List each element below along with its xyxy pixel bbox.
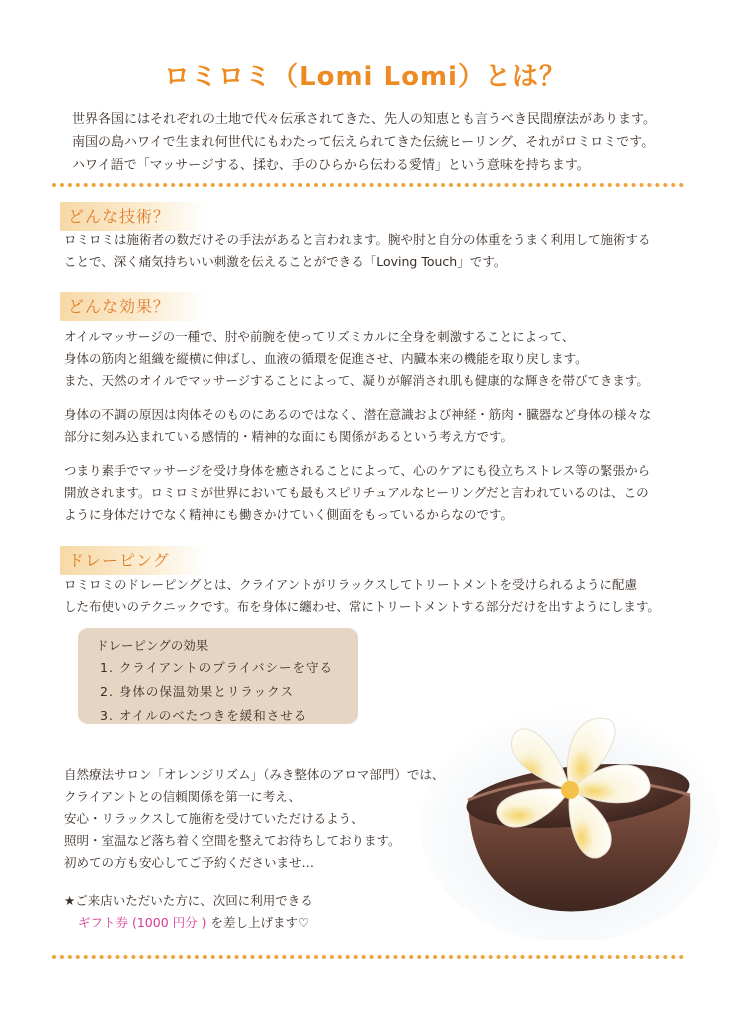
text-line: 初めての方も安心してご予約くださいませ…: [64, 855, 315, 870]
text-line: ように身体だけでなく精神にも働きかけていく側面をもっているからなのです。: [64, 507, 514, 522]
text-line: また、天然のオイルでマッサージすることによって、凝りが解消され肌も健康的な輝きを帯びてきます。: [64, 373, 649, 388]
offer-rest-text: を差し上げます♡: [206, 915, 310, 930]
section-heading-draping: ドレーピング: [60, 546, 206, 575]
offer-gift-line: [64, 912, 484, 934]
draping-effect-item: 2. 身体の保温効果とリラックス: [100, 684, 295, 699]
effect-paragraph-1: [64, 326, 704, 392]
offer-text: [64, 890, 484, 934]
text-line: クライアントとの信頼関係を第一に考え、: [64, 789, 302, 804]
section-heading-technique: どんな技術？: [60, 202, 206, 231]
draping-effect-item: 3. オイルのべたつきを緩和させる: [100, 708, 308, 723]
intro-line: ハワイ語で「マッサージする、揉む、手のひらから伝わる愛情」という意味を持ちます。: [72, 158, 590, 173]
draping-text: [64, 574, 704, 618]
text-line: した布使いのテクニックです。布を身体に纏わせ、常にトリートメントする部分だけを出すようにします。: [64, 599, 660, 614]
intro-line: 南国の島ハワイで生まれ何世代にもわたって伝えられてきた伝統ヒーリング、それがロミロミです。: [72, 135, 655, 150]
salon-text: [64, 764, 484, 874]
text-line: 照明・室温など落ち着く空間を整えてお待ちしております。: [64, 833, 401, 848]
text-line: つまり素手でマッサージを受け身体を癒されることによって、心のケアにも役立ちストレス等の緊張から: [64, 463, 651, 478]
effect-paragraph-2: [64, 404, 704, 448]
text-line: ことで、深く痛気持ちいい刺激を伝えることができる「Loving Touch」です。: [64, 254, 507, 269]
intro-line: 世界各国にはそれぞれの土地で代々伝承されてきた、先人の知恵とも言うべき民間療法があります。: [72, 112, 656, 127]
text-line: 自然療法サロン「オレンジリズム」（みき整体のアロマ部門）では、: [64, 767, 445, 782]
intro-text: [72, 108, 692, 177]
text-line: 安心・リラックスして施術を受けていただけるよう、: [64, 811, 364, 826]
text-line: 部分に刻み込まれている感情的・精神的な面にも関係があるという考え方です。: [64, 429, 514, 444]
divider-top: [52, 183, 684, 187]
offer-line: ★ご来店いただいた方に、次回に利用できる: [64, 893, 313, 908]
text-line: 身体の不調の原因は肉体そのものにあるのではなく、潜在意識および神経・筋肉・臓器など身体の様々な: [64, 407, 652, 422]
draping-effects-title: ドレーピングの効果: [96, 638, 209, 653]
text-line: オイルマッサージの一種で、肘や前腕を使ってリズミカルに全身を刺激することによって、: [64, 329, 575, 344]
text-line: 開放されます。ロミロミが世界においても最もスピリチュアルなヒーリングだと言われているのは、この: [64, 485, 649, 500]
effect-paragraph-3: [64, 460, 704, 526]
gift-voucher-text: ギフト券 (1000 円分 ): [78, 915, 207, 930]
text-line: ロミロミは施術者の数だけその手法があると言われます。腕や肘と自分の体重をうまく利用して施術する: [64, 232, 651, 247]
page-title: ロミロミ（Lomi Lomi）とは？: [164, 62, 566, 92]
text-line: 身体の筋肉と組織を縦横に伸ばし、血液の循環を促進させ、内臓本来の機能を取り戻します。: [64, 351, 588, 366]
text-line: ロミロミのドレーピングとは、クライアントがリラックスしてトリートメントを受けられるように配慮: [64, 577, 638, 592]
section-heading-effect: どんな効果？: [60, 292, 206, 321]
draping-effect-item: 1. クライアントのプライバシーを守る: [100, 660, 334, 675]
technique-text: [64, 229, 704, 273]
divider-bottom: [52, 955, 684, 959]
